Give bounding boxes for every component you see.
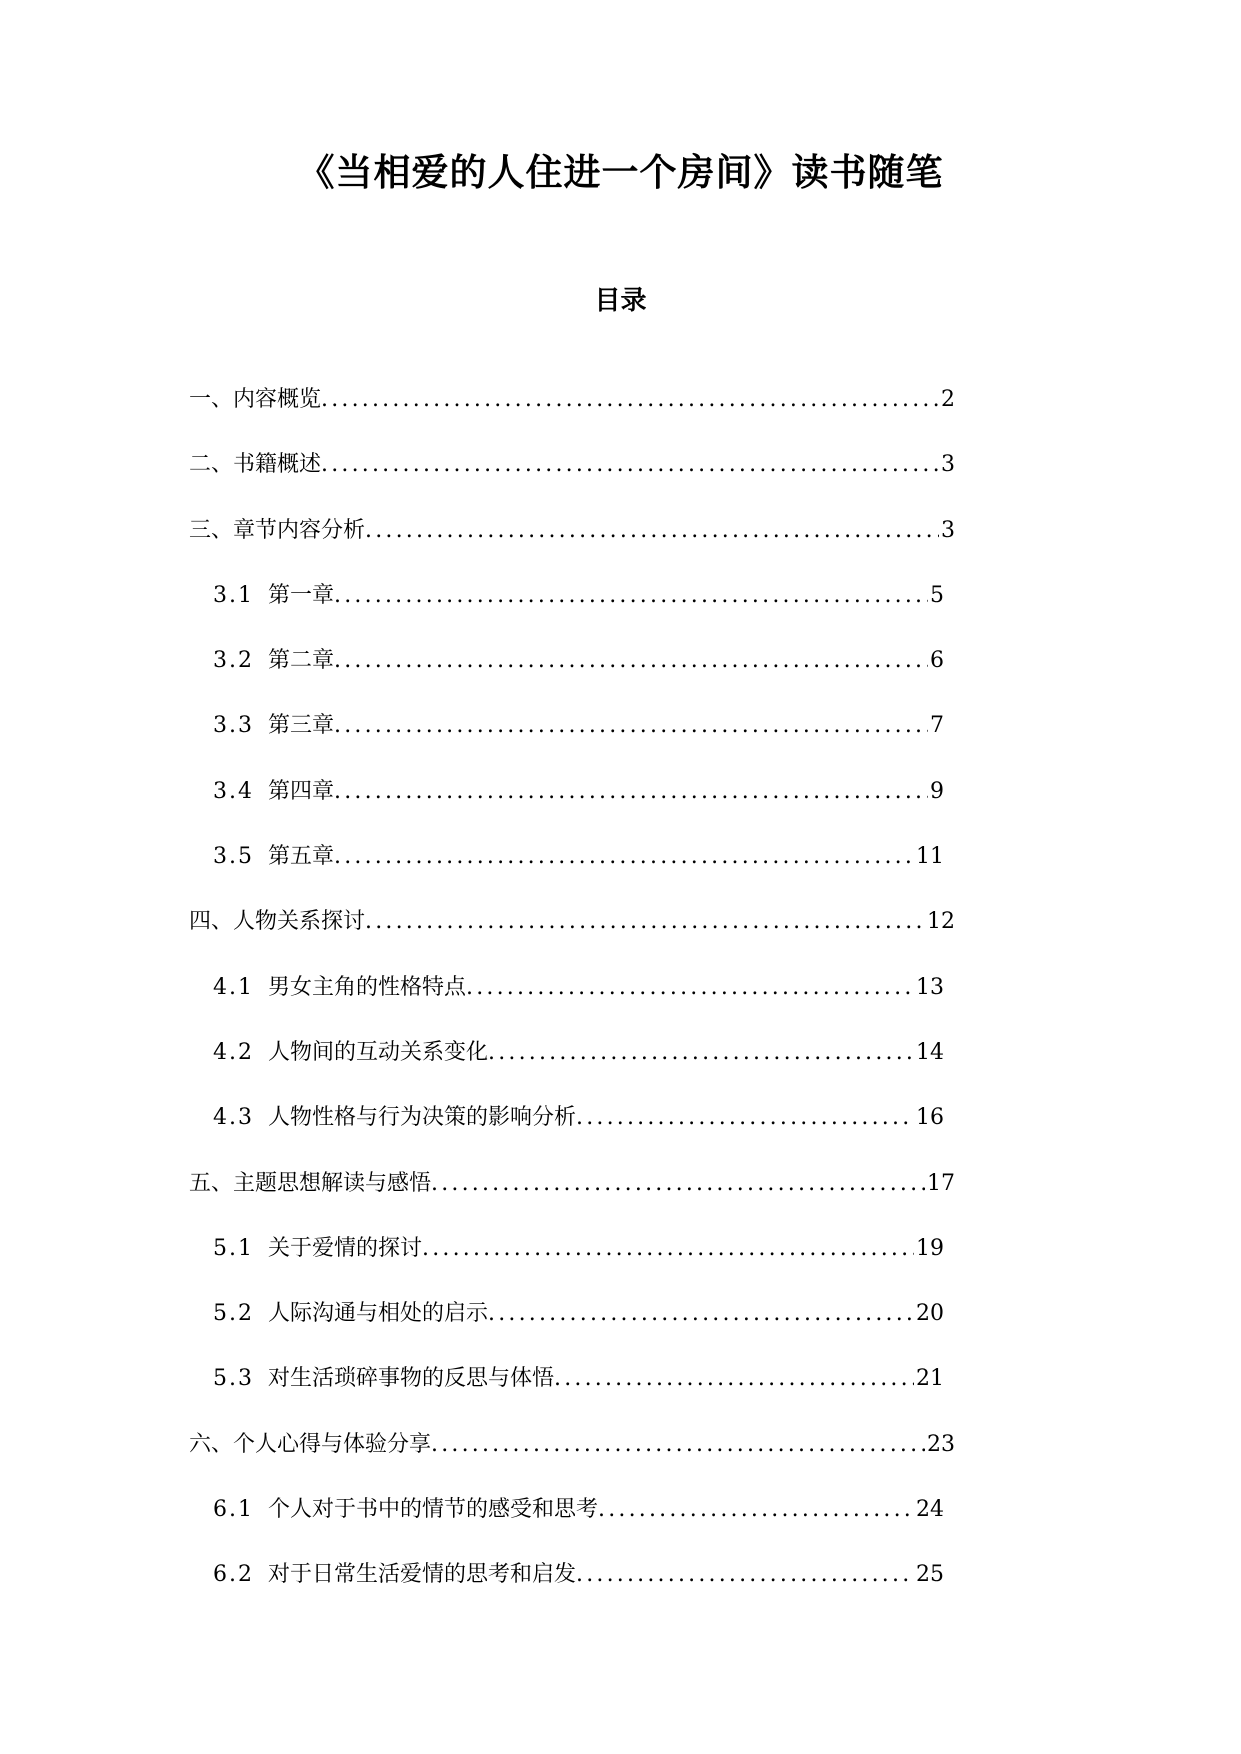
toc-entry-label-group (189, 516, 365, 546)
toc-page-number: 3 (941, 452, 955, 478)
toc-dot-leader (466, 973, 914, 1003)
toc-page-number: 13 (916, 974, 944, 1000)
toc-entry[interactable] (0, 907, 1241, 972)
toc-entry-row[interactable] (213, 1560, 944, 1590)
toc-entry-number: 3.1 (213, 582, 254, 608)
toc-page-number: 9 (930, 778, 944, 804)
toc-entry-row[interactable] (189, 450, 955, 480)
toc-dot-leader (321, 450, 939, 480)
toc-page-number: 7 (930, 713, 944, 739)
toc-entry-number: 6.1 (213, 1497, 254, 1523)
toc-entry-number: 3.4 (213, 778, 254, 804)
toc-entry-label-group (189, 1430, 431, 1460)
toc-entry-label-group (213, 1234, 422, 1264)
toc-entry-label-group (213, 711, 334, 741)
toc-entry-number: 4.1 (213, 974, 254, 1000)
toc-page-number: 12 (927, 909, 955, 935)
toc-entry-label: 人物间的互动关系变化 (268, 1039, 489, 1065)
toc-entry-row[interactable] (213, 973, 944, 1003)
toc-entry[interactable] (0, 385, 1241, 450)
toc-page-number: 24 (916, 1497, 944, 1523)
toc-entry-row[interactable] (189, 385, 955, 415)
toc-entry-label-group (213, 1560, 576, 1590)
toc-entry-row[interactable] (213, 646, 944, 676)
toc-dot-leader (334, 646, 928, 676)
toc-entry-row[interactable] (189, 1169, 955, 1199)
toc-entry-row[interactable] (189, 1430, 955, 1460)
toc-entry-row[interactable] (213, 1364, 944, 1394)
toc-entry[interactable] (0, 1364, 1241, 1429)
toc-page-number: 17 (927, 1170, 955, 1196)
toc-entry[interactable] (0, 450, 1241, 515)
toc-dot-leader (334, 711, 928, 741)
toc-entry-label-group (189, 1169, 431, 1199)
toc-entry-label: 一、内容概览 (189, 387, 322, 412)
toc-entry-number: 3.2 (213, 648, 254, 674)
toc-entry-label: 第四章 (268, 778, 335, 804)
toc-entry-label-group (213, 1299, 488, 1329)
toc-entry[interactable] (0, 1430, 1241, 1495)
toc-page-number: 20 (916, 1301, 944, 1327)
document-title: 《当相爱的人住进一个房间》读书随笔 (297, 151, 944, 194)
toc-entry[interactable] (0, 973, 1241, 1038)
toc-dot-leader (554, 1364, 914, 1394)
toc-entry-label: 六、个人心得与体验分享 (189, 1431, 432, 1457)
toc-entry-row[interactable] (213, 711, 944, 741)
toc-entry-label: 关于爱情的探讨 (268, 1235, 423, 1261)
toc-entry-row[interactable] (213, 1103, 944, 1133)
toc-page-number: 6 (930, 648, 944, 674)
toc-page-number: 14 (916, 1039, 944, 1065)
toc-entry-label-group (213, 1495, 598, 1525)
toc-entry-label: 二、书籍概述 (189, 452, 322, 478)
toc-entry-label-group (189, 385, 321, 415)
toc-entry[interactable] (0, 1299, 1241, 1364)
toc-entry-row[interactable] (189, 516, 955, 546)
toc-entry-label: 四、人物关系探讨 (189, 909, 366, 935)
toc-entry-label: 第三章 (268, 713, 335, 739)
toc-entry[interactable] (0, 516, 1241, 581)
toc-entry-label-group (213, 777, 334, 807)
toc-entry-label: 人际沟通与相处的启示 (268, 1301, 489, 1327)
toc-dot-leader (431, 1430, 925, 1460)
toc-dot-leader (334, 581, 928, 611)
toc-entry-label-group (213, 646, 334, 676)
toc-page-number: 5 (930, 582, 944, 608)
toc-entry-number: 3.5 (213, 844, 254, 870)
toc-entry[interactable] (0, 581, 1241, 646)
toc-entry-row[interactable] (213, 1234, 944, 1264)
toc-entry[interactable] (0, 711, 1241, 776)
toc-entry[interactable] (0, 1103, 1241, 1168)
toc-dot-leader (576, 1103, 914, 1133)
toc-entry-label: 个人对于书中的情节的感受和思考 (268, 1497, 599, 1523)
toc-page-number: 19 (916, 1235, 944, 1261)
toc-page-number: 2 (941, 387, 955, 412)
toc-entry-number: 5.1 (213, 1235, 254, 1261)
toc-page-number: 16 (916, 1105, 944, 1131)
toc-page-number: 25 (916, 1562, 944, 1588)
toc-entry-row[interactable] (213, 1495, 944, 1525)
toc-entry-number: 4.2 (213, 1039, 254, 1065)
toc-entry-row[interactable] (189, 907, 955, 937)
toc-entry-label: 对生活琐碎事物的反思与体悟 (268, 1366, 555, 1392)
toc-dot-leader (321, 385, 939, 415)
toc-entry-label-group (213, 973, 466, 1003)
toc-dot-leader (365, 516, 939, 546)
toc-entry[interactable] (0, 1234, 1241, 1299)
toc-page-number: 21 (916, 1366, 944, 1392)
toc-page-number: 3 (941, 517, 955, 543)
toc-entry-label-group (213, 1103, 576, 1133)
toc-dot-leader (598, 1495, 914, 1525)
toc-heading: 目录 (594, 286, 647, 316)
toc-entry-label: 男女主角的性格特点 (268, 974, 467, 1000)
toc-dot-leader (422, 1234, 914, 1264)
toc-entry-label: 对于日常生活爱情的思考和启发 (268, 1562, 577, 1588)
toc-entry-row[interactable] (213, 1038, 944, 1068)
toc-entry[interactable] (0, 1495, 1241, 1560)
toc-entry-row[interactable] (213, 1299, 944, 1329)
toc-entry-label-group (213, 842, 334, 872)
toc-page-number: 23 (927, 1431, 955, 1457)
toc-entry-label: 人物性格与行为决策的影响分析 (268, 1105, 577, 1131)
toc-entry-label: 第五章 (268, 844, 335, 870)
toc-entry-row[interactable] (213, 842, 944, 872)
toc-entry[interactable] (0, 777, 1241, 842)
toc-entry[interactable] (0, 842, 1241, 907)
toc-entry[interactable] (0, 646, 1241, 711)
toc-entry-number: 5.2 (213, 1301, 254, 1327)
toc-entry-label: 第二章 (268, 648, 335, 674)
toc-entry-label-group (189, 907, 365, 937)
toc-dot-leader (488, 1299, 914, 1329)
toc-entry-label-group (213, 1038, 488, 1068)
toc-dot-leader (488, 1038, 914, 1068)
toc-entry-label-group (213, 581, 334, 611)
toc-entry-row[interactable] (213, 581, 944, 611)
toc-entry-label: 三、章节内容分析 (189, 517, 366, 543)
toc-entry-number: 5.3 (213, 1366, 254, 1392)
toc-entry[interactable] (0, 1038, 1241, 1103)
toc-entry-label-group (189, 450, 321, 480)
toc-entry-label: 五、主题思想解读与感悟 (189, 1170, 432, 1196)
toc-dot-leader (431, 1169, 925, 1199)
toc-entry-number: 3.3 (213, 713, 254, 739)
toc-entry-number: 6.2 (213, 1562, 254, 1588)
toc-entry-row[interactable] (213, 777, 944, 807)
toc-entry-label-group (213, 1364, 554, 1394)
toc-dot-leader (365, 907, 925, 937)
table-of-contents (0, 385, 1241, 1626)
toc-dot-leader (334, 777, 928, 807)
toc-page-number: 11 (916, 844, 944, 870)
toc-entry[interactable] (0, 1169, 1241, 1234)
toc-dot-leader (334, 842, 914, 872)
toc-entry-number: 4.3 (213, 1105, 254, 1131)
toc-entry[interactable] (0, 1560, 1241, 1625)
toc-dot-leader (576, 1560, 914, 1590)
toc-entry-label: 第一章 (268, 582, 335, 608)
